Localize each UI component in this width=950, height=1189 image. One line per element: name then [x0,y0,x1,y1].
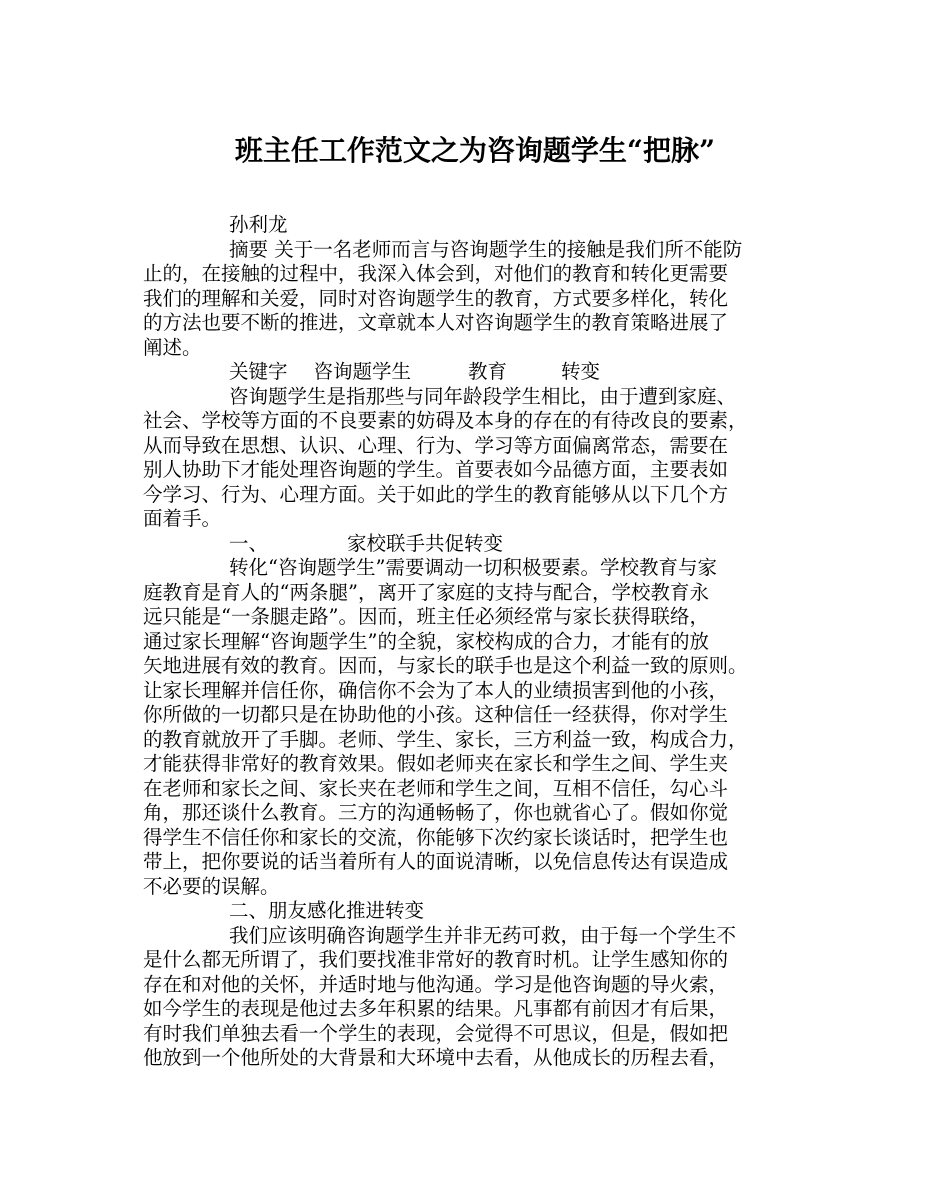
paragraph-line: 远只能是“一条腿走路”。因而，班主任必须经常与家长获得联络， [143,605,709,628]
abstract-first-line [143,238,811,263]
section-two-heading: 二、朋友感化推进转变 [229,899,425,922]
document-body [143,213,811,1071]
author-name: 孙利龙 [229,213,288,236]
abstract-text-line: 我们的理解和关爱，同时对咨询题学生的教育，方式要多样化，转化 [143,286,729,310]
paragraph-line: 别人协助下才能处理咨询题的学生。首要表如今品德方面，主要表如 [143,458,729,481]
abstract-text-line: 止的，在接触的过程中，我深入体会到，对他们的教育和转化更需要 [143,262,729,285]
paragraph-line: 得学生不信任你和家长的交流，你能够下次约家长谈话时，把学生也 [143,825,729,849]
paragraph-line: 不必要的误解。 [143,874,280,898]
paragraph-line: 是什么都无所谓了，我们要找准非常好的教育时机。让学生感知你的 [143,948,729,971]
section-one-paragraph [143,556,811,899]
abstract-label: 摘要 [229,237,269,261]
paragraph-line: 今学习、行为、心理方面。关于如此的学生的教育能够从以下几个方 [143,482,729,506]
paragraph-line: 咨询题学生是指那些与同年龄段学生相比，由于遭到家庭、 [229,384,737,408]
paragraph-line: 面着手。 [143,507,222,530]
paragraph-line: 让家长理解并信任你，确信你不会为了本人的业绩损害到他的小孩， [143,678,729,702]
paragraph-line: 你所做的一切都只是在协助他的小孩。这种信任一经获得，你对学生 [143,703,729,726]
paragraph-line: 我们应该明确咨询题学生并非无药可救，由于每一个学生不 [229,923,737,947]
paragraph-line: 社会、学校等方面的不良要素的妨碍及本身的存在的有待改良的要素， [143,409,748,432]
paragraph-line: 庭教育是育人的“两条腿”，离开了家庭的支持与配合，学校教育永 [143,580,709,604]
abstract-text-line: 阐述。 [143,335,202,359]
paragraph-line: 才能获得非常好的教育效果。假如老师夹在家长和学生之间、学生夹 [143,752,729,775]
keyword-item: 咨询题学生 [313,360,412,383]
section-one-heading [143,532,811,557]
keywords-line [143,360,811,385]
abstract-section [143,238,811,361]
section-two-paragraph [143,924,811,1071]
paragraph-line: 从而导致在思想、认识、心理、行为、学习等方面偏离常态，需要在 [143,433,729,457]
paragraph-line: 通过家长理解“咨询题学生”的全貌，家校构成的合力，才能有的放 [143,629,709,653]
section-number: 一、 [229,531,269,555]
keyword-item: 转变 [561,360,601,383]
keywords-label: 关键字 [229,360,288,383]
abstract-text-line: 的方法也要不断的推进，文章就本人对咨询题学生的教育策略进展了 [143,311,729,334]
paragraph-line: 转化“咨询题学生”需要调动一切积极要素。学校教育与家 [229,556,717,579]
paragraph-line: 的教育就放开了手脚。老师、学生、家长，三方利益一致，构成合力， [143,727,748,751]
document-title: 班主任工作范文之为咨询题学生“把脉” [234,134,716,167]
section-heading-text: 家校联手共促转变 [347,531,504,555]
paragraph-line: 角，那还谈什么教育。三方的沟通畅畅了，你也就省心了。假如你觉 [143,801,729,824]
paragraph-line: 矢地进展有效的教育。因而，与家长的联手也是这个利益一致的原则。 [143,654,748,677]
paragraph-line: 他放到一个他所处的大背景和大环境中去看，从他成长的历程去看， [143,1046,729,1069]
abstract-text-line: 关于一名老师而言与咨询题学生的接触是我们所不能防 [274,237,743,261]
paragraph-line: 在老师和家长之间、家长夹在老师和学生之间，互相不信任，勾心斗 [143,776,729,800]
paragraph-line: 存在和对他的关怀，并适时地与他沟通。学习是他咨询题的导火索， [143,972,729,996]
keyword-item: 教育 [468,360,508,383]
paragraph-line: 带上，把你要说的话当着所有人的面说清晰，以免信息传达有误造成 [143,850,729,873]
paragraph-line: 有时我们单独去看一个学生的表现，会觉得不可思议，但是，假如把 [143,1021,729,1045]
intro-paragraph [143,385,811,532]
paragraph-line: 如今学生的表现是他过去多年积累的结果。凡事都有前因才有后果， [143,997,729,1020]
